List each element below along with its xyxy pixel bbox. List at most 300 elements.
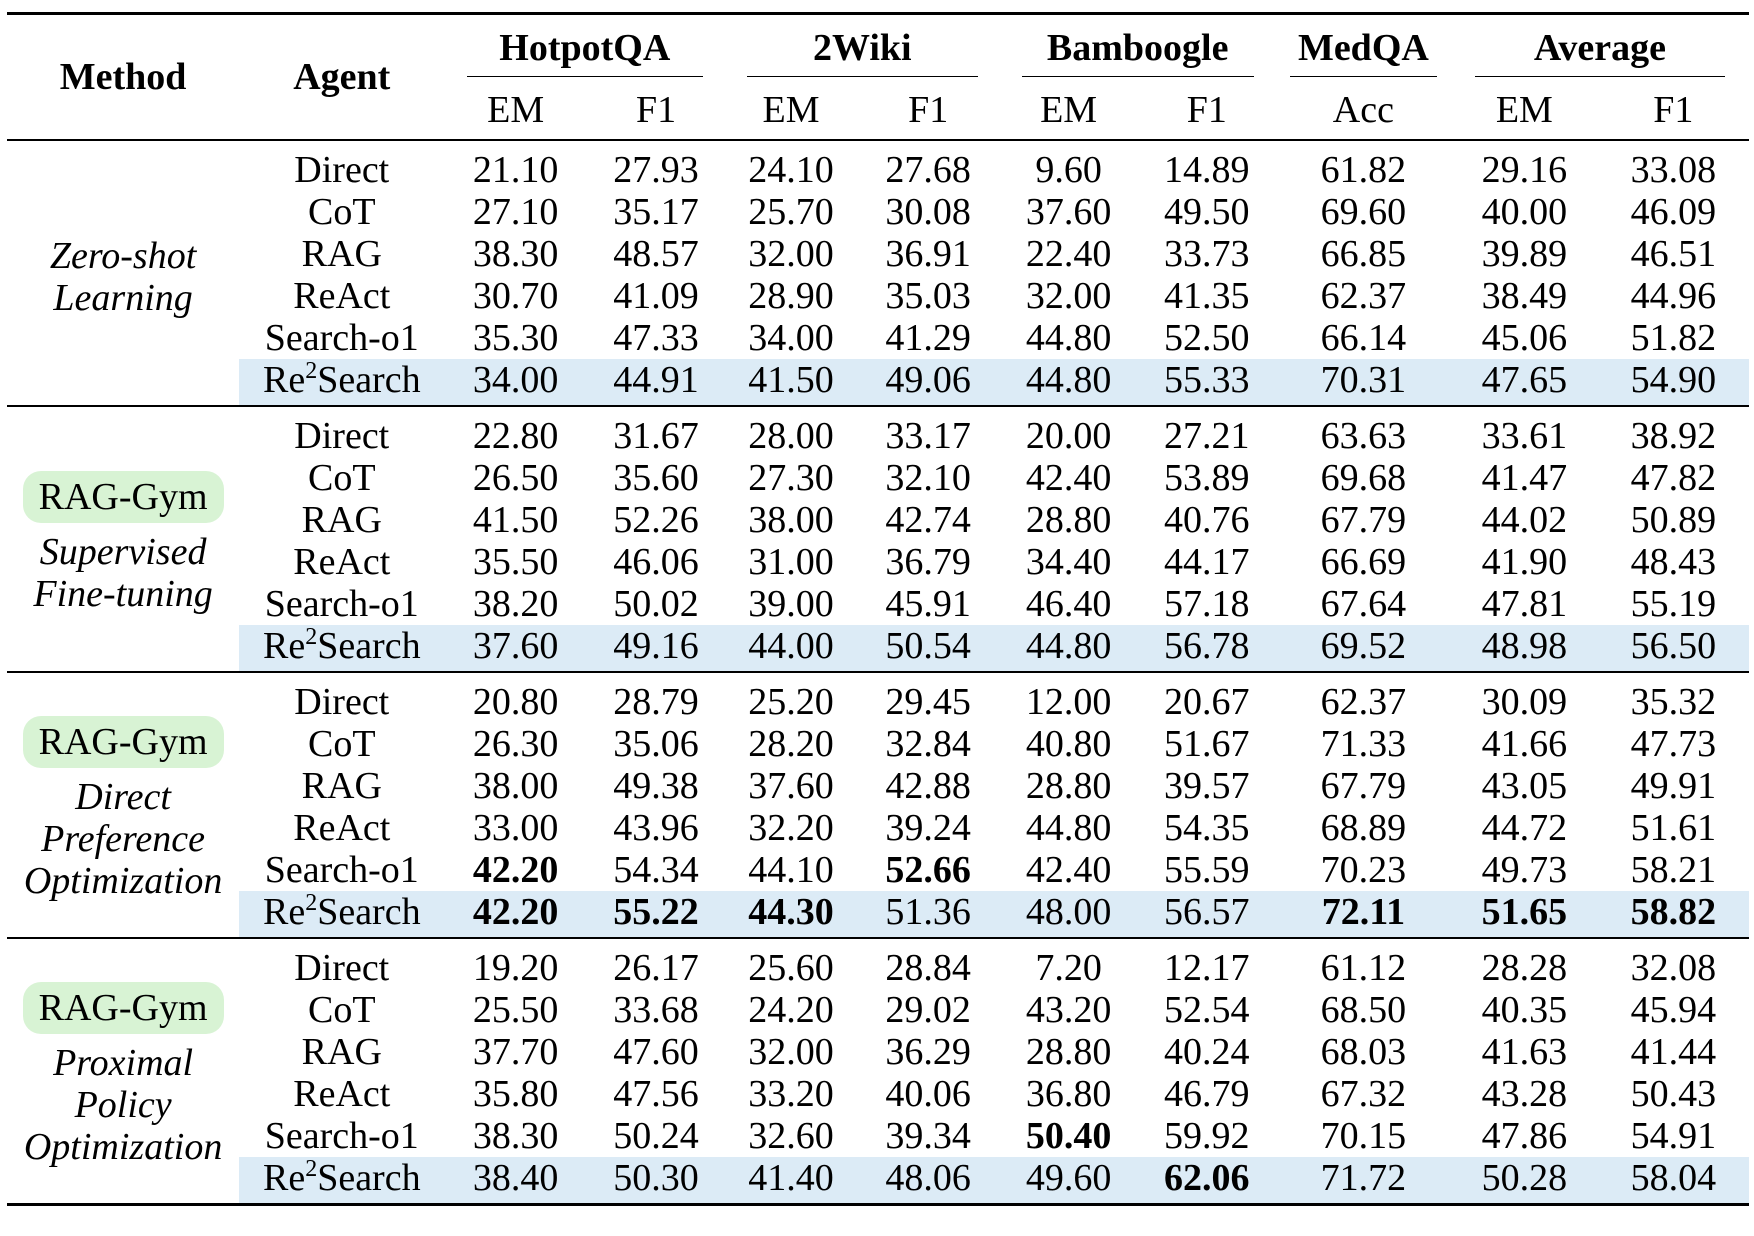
value-cell: 51.67: [1164, 723, 1250, 765]
agent-cell: [239, 1157, 444, 1205]
agent-cell: Direct: [294, 415, 390, 457]
agent-cell: ReAct: [293, 1073, 391, 1115]
value-cell: 47.81: [1481, 583, 1568, 625]
value-cell: 43.05: [1481, 765, 1568, 807]
value-cell: 52.26: [613, 499, 699, 541]
table-row: [7, 938, 1749, 989]
value-cell: 55.33: [1138, 359, 1276, 406]
agent-name-rest: Search: [317, 625, 421, 667]
agent-cell: ReAct: [293, 541, 391, 583]
value-cell: 30.09: [1481, 681, 1568, 723]
value-cell: 55.22: [587, 891, 725, 938]
value-cell: 40.06: [885, 1073, 971, 1115]
value-cell: 44.00: [725, 625, 857, 672]
agent-cell: RAG: [301, 765, 382, 807]
value-cell: 27.68: [885, 149, 971, 191]
value-cell: 49.60: [999, 1157, 1137, 1205]
value-cell: 50.40: [1025, 1115, 1112, 1157]
table-row-highlighted: [7, 1157, 1749, 1205]
value-cell: 20.67: [1164, 681, 1250, 723]
table-row: [7, 233, 1749, 275]
value-cell: 36.80: [1025, 1073, 1112, 1115]
value-cell: 29.02: [885, 989, 971, 1031]
value-cell: 39.34: [885, 1115, 971, 1157]
value-cell: 24.10: [748, 149, 834, 191]
value-cell: 28.80: [1025, 765, 1112, 807]
value-cell: 44.17: [1164, 541, 1250, 583]
value-cell: 70.31: [1276, 359, 1451, 406]
value-cell: 32.00: [748, 1031, 834, 1073]
value-cell: 30.08: [885, 191, 971, 233]
value-cell: 25.60: [748, 947, 834, 989]
agent-name-rest: Search: [317, 891, 421, 933]
value-cell: 49.73: [1481, 849, 1568, 891]
value-cell: 49.16: [587, 625, 725, 672]
value-cell: 67.64: [1320, 583, 1407, 625]
dataset-header-2wiki: 2Wiki: [725, 14, 999, 82]
agent-cell: [239, 359, 444, 406]
value-cell: 68.50: [1320, 989, 1407, 1031]
value-cell: 54.90: [1598, 359, 1749, 406]
value-cell: 33.20: [748, 1073, 834, 1115]
value-cell: 69.52: [1276, 625, 1451, 672]
value-cell: 52.50: [1164, 317, 1250, 359]
value-cell: 59.92: [1164, 1115, 1250, 1157]
value-cell: 41.63: [1481, 1031, 1568, 1073]
value-cell: 48.98: [1451, 625, 1598, 672]
value-cell: 56.50: [1598, 625, 1749, 672]
value-cell: 47.33: [613, 317, 699, 359]
value-cell: 32.20: [748, 807, 834, 849]
value-cell: 32.60: [748, 1115, 834, 1157]
value-cell: 32.84: [885, 723, 971, 765]
value-cell: 54.34: [613, 849, 699, 891]
value-cell: 50.24: [613, 1115, 699, 1157]
rag-gym-badge: RAG-Gym: [23, 982, 224, 1034]
table-row: [7, 541, 1749, 583]
value-cell: 28.90: [748, 275, 834, 317]
value-cell: 41.44: [1630, 1031, 1717, 1073]
value-cell: 38.00: [748, 499, 834, 541]
value-cell: 35.50: [472, 541, 559, 583]
value-cell: 38.92: [1630, 415, 1717, 457]
value-cell: 42.40: [1025, 849, 1112, 891]
value-cell: 44.80: [999, 359, 1137, 406]
value-cell: 49.91: [1630, 765, 1717, 807]
value-cell: 28.20: [748, 723, 834, 765]
value-cell: 41.47: [1481, 457, 1568, 499]
value-cell: 44.30: [725, 891, 857, 938]
value-cell: 7.20: [1035, 947, 1102, 989]
agent-name: Re: [262, 891, 306, 933]
agent-cell: ReAct: [293, 807, 391, 849]
agent-cell: RAG: [301, 499, 382, 541]
method-cell: [7, 406, 239, 672]
table-row: [7, 723, 1749, 765]
value-cell: 67.32: [1320, 1073, 1407, 1115]
value-cell: 42.74: [885, 499, 971, 541]
rag-gym-badge: RAG-Gym: [23, 716, 224, 768]
method-cell: [7, 938, 239, 1205]
value-cell: 35.60: [613, 457, 699, 499]
value-cell: 52.54: [1164, 989, 1250, 1031]
method-label: Optimization: [23, 860, 223, 902]
table-row: [7, 140, 1749, 191]
value-cell: 39.24: [885, 807, 971, 849]
agent-cell: [239, 891, 444, 938]
value-cell: 27.21: [1164, 415, 1250, 457]
value-cell: 35.80: [472, 1073, 559, 1115]
value-cell: 37.70: [472, 1031, 559, 1073]
value-cell: 50.54: [857, 625, 1000, 672]
dataset-header-bamboogle: Bamboogle: [999, 14, 1275, 82]
value-cell: 48.00: [999, 891, 1137, 938]
agent-name-rest: Search: [317, 359, 421, 401]
value-cell: 29.45: [885, 681, 971, 723]
value-cell: 34.00: [444, 359, 587, 406]
value-cell: 26.30: [472, 723, 559, 765]
table-body: [7, 140, 1749, 1205]
value-cell: 44.80: [999, 625, 1137, 672]
table-row: [7, 1115, 1749, 1157]
value-cell: 33.17: [885, 415, 971, 457]
value-cell: 27.30: [748, 457, 834, 499]
value-cell: 28.79: [613, 681, 699, 723]
value-cell: 30.70: [472, 275, 559, 317]
metric-header: Acc: [1332, 89, 1394, 131]
value-cell: 51.82: [1630, 317, 1717, 359]
results-table-container: [7, 12, 1749, 1206]
value-cell: 9.60: [1035, 149, 1102, 191]
metric-header: F1: [908, 89, 949, 131]
method-label: Preference: [41, 818, 206, 860]
value-cell: 31.00: [748, 541, 834, 583]
agent-cell: Search-o1: [264, 583, 419, 625]
agent-superscript: 2: [305, 358, 318, 384]
value-cell: 56.78: [1138, 625, 1276, 672]
value-cell: 51.61: [1630, 807, 1717, 849]
value-cell: 26.50: [472, 457, 559, 499]
value-cell: 44.10: [748, 849, 834, 891]
value-cell: 69.68: [1320, 457, 1407, 499]
value-cell: 46.06: [613, 541, 699, 583]
value-cell: 24.20: [748, 989, 834, 1031]
metric-header: EM: [762, 89, 820, 131]
table-row-highlighted: [7, 359, 1749, 406]
value-cell: 39.57: [1164, 765, 1250, 807]
value-cell: 63.63: [1320, 415, 1407, 457]
value-cell: 41.90: [1481, 541, 1568, 583]
value-cell: 40.80: [1025, 723, 1112, 765]
value-cell: 32.00: [1025, 275, 1112, 317]
value-cell: 67.79: [1320, 765, 1407, 807]
value-cell: 33.00: [472, 807, 559, 849]
value-cell: 28.28: [1481, 947, 1568, 989]
value-cell: 14.89: [1164, 149, 1250, 191]
value-cell: 39.89: [1481, 233, 1568, 275]
table-row-highlighted: [7, 625, 1749, 672]
agent-cell: CoT: [308, 723, 376, 765]
agent-cell: RAG: [301, 233, 382, 275]
value-cell: 54.91: [1630, 1115, 1717, 1157]
table-row: [7, 275, 1749, 317]
value-cell: 32.10: [885, 457, 971, 499]
value-cell: 70.23: [1320, 849, 1407, 891]
value-cell: 28.00: [748, 415, 834, 457]
value-cell: 41.50: [472, 499, 559, 541]
value-cell: 45.06: [1481, 317, 1568, 359]
agent-header: Agent: [293, 56, 391, 98]
value-cell: 58.21: [1630, 849, 1717, 891]
value-cell: 50.43: [1630, 1073, 1717, 1115]
value-cell: 32.08: [1630, 947, 1717, 989]
value-cell: 25.70: [748, 191, 834, 233]
value-cell: 48.57: [613, 233, 699, 275]
value-cell: 41.09: [613, 275, 699, 317]
agent-superscript: 2: [305, 1156, 318, 1182]
table-row: [7, 1073, 1749, 1115]
value-cell: 48.06: [857, 1157, 1000, 1205]
value-cell: 62.37: [1320, 275, 1407, 317]
metric-header: F1: [635, 89, 677, 131]
value-cell: 62.37: [1320, 681, 1407, 723]
value-cell: 46.79: [1164, 1073, 1250, 1115]
value-cell: 41.29: [885, 317, 971, 359]
value-cell: 33.68: [613, 989, 699, 1031]
table-row: [7, 849, 1749, 891]
value-cell: 46.51: [1630, 233, 1717, 275]
agent-name: Re: [262, 1157, 306, 1199]
value-cell: 49.06: [857, 359, 1000, 406]
value-cell: 34.00: [748, 317, 834, 359]
method-label: Direct: [75, 776, 171, 818]
value-cell: 38.30: [472, 1115, 559, 1157]
table-row: [7, 672, 1749, 723]
value-cell: 33.73: [1164, 233, 1250, 275]
value-cell: 32.00: [748, 233, 834, 275]
agent-cell: Search-o1: [264, 849, 419, 891]
value-cell: 36.29: [885, 1031, 971, 1073]
table-row: [7, 191, 1749, 233]
value-cell: 43.28: [1481, 1073, 1568, 1115]
value-cell: 54.35: [1164, 807, 1250, 849]
value-cell: 47.86: [1481, 1115, 1568, 1157]
value-cell: 37.60: [748, 765, 834, 807]
value-cell: 40.76: [1164, 499, 1250, 541]
value-cell: 68.89: [1320, 807, 1407, 849]
value-cell: 53.89: [1164, 457, 1250, 499]
rag-gym-badge: RAG-Gym: [23, 471, 224, 523]
agent-cell: Search-o1: [264, 1115, 419, 1157]
value-cell: 35.06: [613, 723, 699, 765]
value-cell: 38.49: [1481, 275, 1568, 317]
value-cell: 35.30: [472, 317, 559, 359]
value-cell: 69.60: [1320, 191, 1407, 233]
value-cell: 27.93: [613, 149, 699, 191]
value-cell: 58.04: [1598, 1157, 1749, 1205]
metric-header: F1: [1653, 89, 1694, 131]
value-cell: 50.30: [587, 1157, 725, 1205]
value-cell: 38.40: [444, 1157, 587, 1205]
method-cell: [7, 140, 239, 406]
value-cell: 40.35: [1481, 989, 1568, 1031]
dataset-header-average: Average: [1451, 14, 1749, 82]
value-cell: 71.72: [1276, 1157, 1451, 1205]
value-cell: 43.96: [613, 807, 699, 849]
value-cell: 25.50: [472, 989, 559, 1031]
value-cell: 45.91: [885, 583, 971, 625]
value-cell: 44.80: [1025, 807, 1112, 849]
value-cell: 41.66: [1481, 723, 1568, 765]
agent-superscript: 2: [305, 890, 318, 916]
value-cell: 46.40: [1025, 583, 1112, 625]
value-cell: 20.80: [472, 681, 559, 723]
value-cell: 26.17: [613, 947, 699, 989]
value-cell: 12.17: [1164, 947, 1250, 989]
agent-name: Re: [262, 359, 306, 401]
value-cell: 48.43: [1630, 541, 1717, 583]
method-label: Policy: [74, 1084, 172, 1126]
value-cell: 42.88: [885, 765, 971, 807]
results-table: [7, 12, 1749, 1206]
agent-cell: [239, 625, 444, 672]
value-cell: 27.10: [472, 191, 559, 233]
value-cell: 55.59: [1164, 849, 1250, 891]
value-cell: 28.80: [1025, 1031, 1112, 1073]
value-cell: 42.20: [444, 891, 587, 938]
table-row: [7, 765, 1749, 807]
table-row: [7, 457, 1749, 499]
value-cell: 35.32: [1630, 681, 1717, 723]
value-cell: 66.69: [1320, 541, 1407, 583]
value-cell: 22.40: [1025, 233, 1112, 275]
table-row: [7, 317, 1749, 359]
value-cell: 37.60: [1025, 191, 1112, 233]
value-cell: 47.56: [613, 1073, 699, 1115]
agent-superscript: 2: [305, 624, 318, 650]
agent-cell: Search-o1: [264, 317, 419, 359]
value-cell: 61.12: [1320, 947, 1407, 989]
agent-cell: RAG: [301, 1031, 382, 1073]
value-cell: 68.03: [1320, 1031, 1407, 1073]
value-cell: 35.17: [613, 191, 699, 233]
value-cell: 42.20: [472, 849, 559, 891]
value-cell: 41.50: [725, 359, 857, 406]
dataset-header-medqa: MedQA: [1276, 14, 1451, 82]
value-cell: 44.91: [587, 359, 725, 406]
table-row: [7, 499, 1749, 541]
value-cell: 51.36: [857, 891, 1000, 938]
value-cell: 44.72: [1481, 807, 1568, 849]
value-cell: 42.40: [1025, 457, 1112, 499]
value-cell: 38.00: [472, 765, 559, 807]
value-cell: 44.80: [1025, 317, 1112, 359]
value-cell: 70.15: [1320, 1115, 1407, 1157]
table-row: [7, 583, 1749, 625]
value-cell: 61.82: [1320, 149, 1407, 191]
agent-cell: Direct: [294, 149, 390, 191]
value-cell: 50.89: [1630, 499, 1717, 541]
value-cell: 43.20: [1025, 989, 1112, 1031]
method-label: Fine-tuning: [33, 573, 213, 615]
value-cell: 51.65: [1451, 891, 1598, 938]
value-cell: 21.10: [472, 149, 559, 191]
method-label: Optimization: [23, 1126, 223, 1168]
value-cell: 66.14: [1320, 317, 1407, 359]
agent-cell: CoT: [308, 457, 376, 499]
metric-header: EM: [487, 89, 545, 131]
table-row: [7, 406, 1749, 457]
value-cell: 28.84: [885, 947, 971, 989]
agent-name: Re: [262, 625, 306, 667]
method-cell: [7, 672, 239, 938]
value-cell: 52.66: [885, 849, 971, 891]
value-cell: 66.85: [1320, 233, 1407, 275]
table-row: [7, 989, 1749, 1031]
value-cell: 39.00: [748, 583, 834, 625]
value-cell: 20.00: [1025, 415, 1112, 457]
value-cell: 33.61: [1481, 415, 1568, 457]
value-cell: 40.00: [1481, 191, 1568, 233]
value-cell: 22.80: [472, 415, 559, 457]
metric-header: EM: [1495, 89, 1553, 131]
value-cell: 44.96: [1630, 275, 1717, 317]
value-cell: 34.40: [1025, 541, 1112, 583]
method-label: Zero-shot: [49, 235, 197, 277]
table-row: [7, 1031, 1749, 1073]
value-cell: 31.67: [613, 415, 699, 457]
table-row-highlighted: [7, 891, 1749, 938]
value-cell: 62.06: [1138, 1157, 1276, 1205]
value-cell: 38.30: [472, 233, 559, 275]
value-cell: 45.94: [1630, 989, 1717, 1031]
method-label: Proximal: [53, 1042, 194, 1084]
dataset-header-hotpotqa: HotpotQA: [444, 14, 725, 82]
value-cell: 19.20: [472, 947, 559, 989]
value-cell: 33.08: [1630, 149, 1717, 191]
agent-cell: CoT: [308, 191, 376, 233]
agent-cell: Direct: [294, 681, 390, 723]
value-cell: 37.60: [444, 625, 587, 672]
value-cell: 67.79: [1320, 499, 1407, 541]
value-cell: 47.73: [1630, 723, 1717, 765]
agent-cell: Direct: [294, 947, 390, 989]
value-cell: 58.82: [1598, 891, 1749, 938]
value-cell: 28.80: [1025, 499, 1112, 541]
value-cell: 49.38: [613, 765, 699, 807]
value-cell: 57.18: [1164, 583, 1250, 625]
metric-header: EM: [1040, 89, 1098, 131]
method-header: Method: [59, 56, 187, 98]
value-cell: 56.57: [1138, 891, 1276, 938]
value-cell: 38.20: [472, 583, 559, 625]
method-label: Learning: [53, 277, 193, 319]
value-cell: 40.24: [1164, 1031, 1250, 1073]
value-cell: 55.19: [1630, 583, 1717, 625]
value-cell: 50.28: [1451, 1157, 1598, 1205]
value-cell: 50.02: [613, 583, 699, 625]
agent-name-rest: Search: [317, 1157, 421, 1199]
table-row: [7, 807, 1749, 849]
value-cell: 25.20: [748, 681, 834, 723]
value-cell: 41.35: [1164, 275, 1250, 317]
value-cell: 47.60: [613, 1031, 699, 1073]
value-cell: 29.16: [1481, 149, 1568, 191]
value-cell: 72.11: [1276, 891, 1451, 938]
value-cell: 49.50: [1164, 191, 1250, 233]
value-cell: 35.03: [885, 275, 971, 317]
value-cell: 12.00: [1025, 681, 1112, 723]
